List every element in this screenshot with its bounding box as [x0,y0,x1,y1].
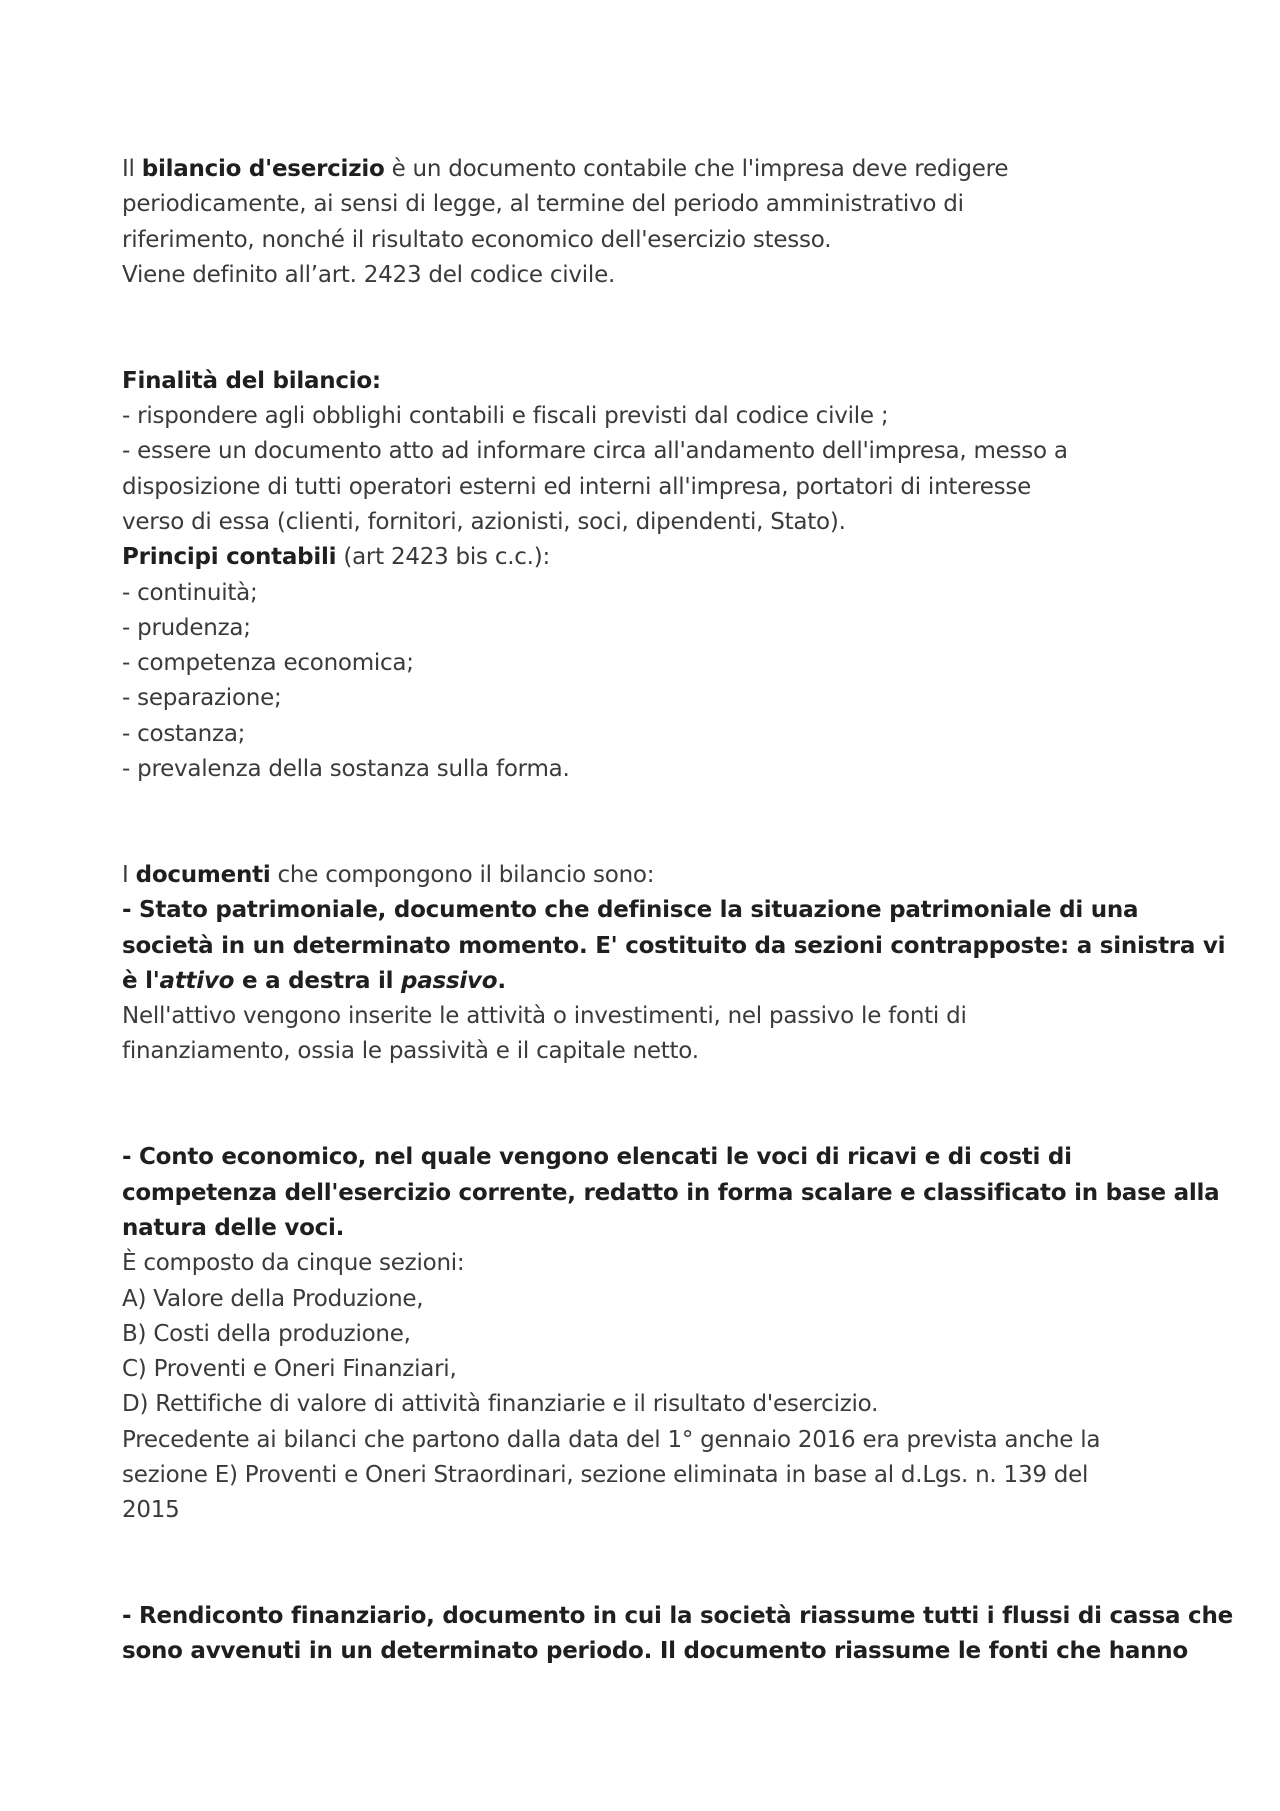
documenti-text: I [122,861,136,888]
conto-line: È composto da cinque sezioni: [122,1250,465,1277]
conto-line: Precedente ai bilanci che partono dalla data del 1° gennaio 2016 era prevista anche la [122,1426,1101,1453]
intro-text: Il [122,156,142,182]
conto-section-item: A) Valore della Produzione, [122,1285,424,1312]
finalita-line: verso di essa (clienti, fornitori, azionisti, soci, dipendenti, Stato). [122,508,846,535]
stato-patrimoniale-line-2: società in un determinato momento. E' costituito da sezioni contrapposte: a sinistra vi [122,932,1226,959]
principi-item: - costanza; [122,720,246,747]
principi-item: - competenza economica; [122,650,414,677]
stato-text: e a destra il [234,967,402,994]
intro-line-4: Viene definito all’art. 2423 del codice civile. [122,261,616,288]
documenti-text: che compongono il bilancio sono: [270,861,655,888]
principi-heading [122,540,1172,575]
conto-section-item: D) Rettifiche di valore di attività finanziarie e il risultato d'esercizio. [122,1391,879,1418]
principi-item: - continuità; [122,579,258,606]
stato-patrimoniale-line-1: - Stato patrimoniale, documento che definisce la situazione patrimoniale di una [122,897,1139,924]
finalita-line: - rispondere agli obblighi contabili e fiscali previsti dal codice civile ; [122,403,889,430]
spacer [122,787,1172,858]
stato-desc-line: Nell'attivo vengono inserite le attività o investimenti, nel passivo le fonti di [122,1003,967,1030]
document-page [122,152,1233,1670]
conto-economico-line: competenza dell'esercizio corrente, redatto in forma scalare e classificato in base alla [122,1179,1220,1206]
documenti-term: documenti [135,861,271,888]
conto-line: 2015 [122,1497,180,1524]
rendiconto-line: sono avvenuti in un determinato periodo. Il documento riassume le fonti che hanno [122,1638,1188,1665]
spacer [122,1070,1172,1141]
conto-section-item: B) Costi della produzione, [122,1320,411,1347]
intro-line-3: riferimento, nonché il risultato economico dell'esercizio stesso. [122,226,832,253]
stato-desc-line: finanziamento, ossia le passività e il capitale netto. [122,1038,699,1065]
intro-line-1 [122,152,1172,187]
stato-text: è l' [122,967,160,994]
principi-item: - separazione; [122,685,282,712]
principi-item: - prudenza; [122,614,251,641]
finalita-heading: Finalità del bilancio: [122,367,381,394]
conto-line: sezione E) Proventi e Oneri Straordinari, sezione eliminata in base al d.Lgs. n. 139 del [122,1461,1089,1488]
stato-text: . [497,967,506,994]
finalita-line: disposizione di tutti operatori esterni ed interni all'impresa, portatori di interesse [122,473,1032,500]
principi-heading-bold: Principi contabili [122,544,337,571]
stato-patrimoniale-line-3 [122,964,1172,999]
conto-economico-line: - Conto economico, nel quale vengono elencati le voci di ricavi e di costi di [122,1144,1072,1171]
spacer [122,1529,1172,1600]
rendiconto-line: - Rendiconto finanziario, documento in cui la società riassume tutti i flussi di cassa che [122,1603,1233,1630]
term-passivo: passivo [401,967,498,994]
term-attivo: attivo [159,967,235,994]
spacer [122,293,1172,364]
principi-item: - prevalenza della sostanza sulla forma. [122,756,570,783]
finalita-line: - essere un documento atto ad informare circa all'andamento dell'impresa, messo a [122,438,1068,465]
intro-line-2: periodicamente, ai sensi di legge, al termine del periodo amministrativo di [122,191,964,218]
documenti-intro [122,858,1172,893]
conto-economico-line: natura delle voci. [122,1214,345,1241]
intro-term-bilancio: bilancio d'esercizio [141,156,385,182]
intro-text: è un documento contabile che l'impresa deve redigere [384,156,1009,182]
principi-heading-rest: (art 2423 bis c.c.): [336,544,550,571]
conto-section-item: C) Proventi e Oneri Finanziari, [122,1356,457,1383]
